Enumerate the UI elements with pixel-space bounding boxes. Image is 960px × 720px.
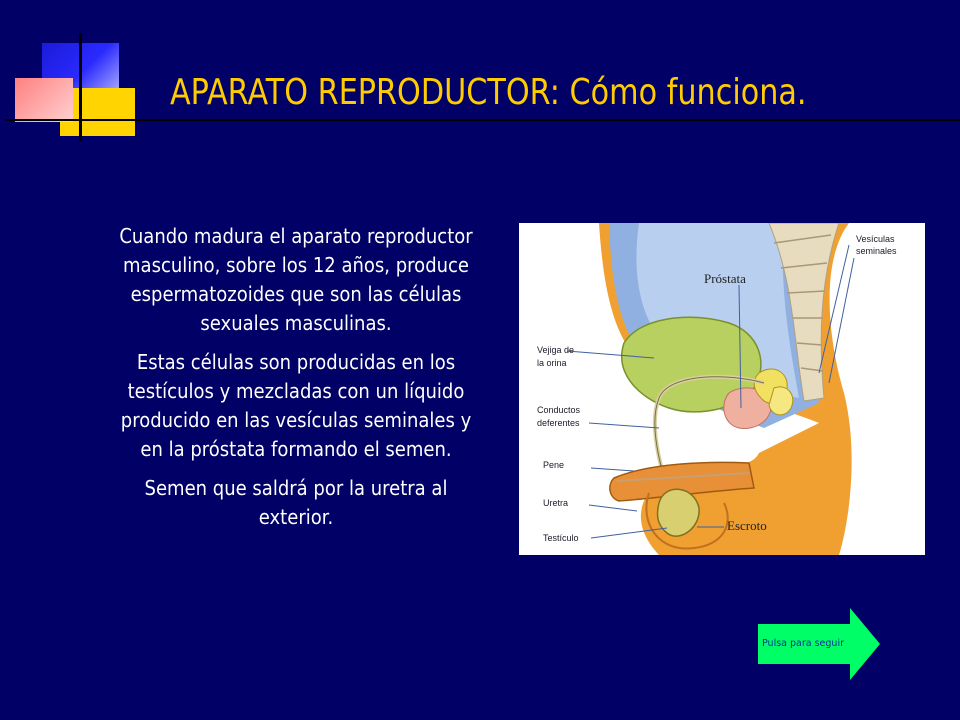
label-vesiculas-1: Vesículas	[856, 234, 895, 244]
slide-title: APARATO REPRODUCTOR: Cómo funciona.	[170, 72, 807, 113]
label-pene: Pene	[543, 460, 565, 470]
label-vejiga-1: Vejiga de	[537, 345, 575, 355]
label-vejiga-2: la orina	[537, 358, 567, 368]
paragraph-2: Estas células son producidas en los testículos y mezcladas con un líquido producido en las vesículas seminales y en la próstata formando el semen.	[120, 350, 472, 461]
slide-body	[92, 222, 500, 542]
decor-vertical-line	[79, 33, 82, 141]
label-conductos-1: Conductos	[537, 405, 581, 415]
title-divider-line	[5, 119, 960, 121]
label-uretra: Uretra	[543, 498, 569, 508]
label-conductos-2: deferentes	[537, 418, 580, 428]
decor-pink-square	[15, 78, 73, 122]
next-slide-button[interactable]	[758, 608, 882, 680]
label-escroto: Escroto	[727, 518, 767, 533]
paragraph-3: Semen que saldrá por la uretra al exterior.	[144, 476, 448, 529]
label-vesiculas-2: seminales	[856, 246, 897, 256]
label-prostata: Próstata	[704, 271, 746, 286]
anatomy-drawing	[519, 223, 925, 555]
label-testiculo: Testículo	[543, 533, 579, 543]
paragraph-1: Cuando madura el aparato reproductor masculino, sobre los 12 años, produce espermatozoides que son las células sexuales masculinas.	[119, 224, 473, 335]
anatomy-illustration	[519, 223, 925, 555]
next-slide-label: Pulsa para seguir	[762, 638, 845, 649]
